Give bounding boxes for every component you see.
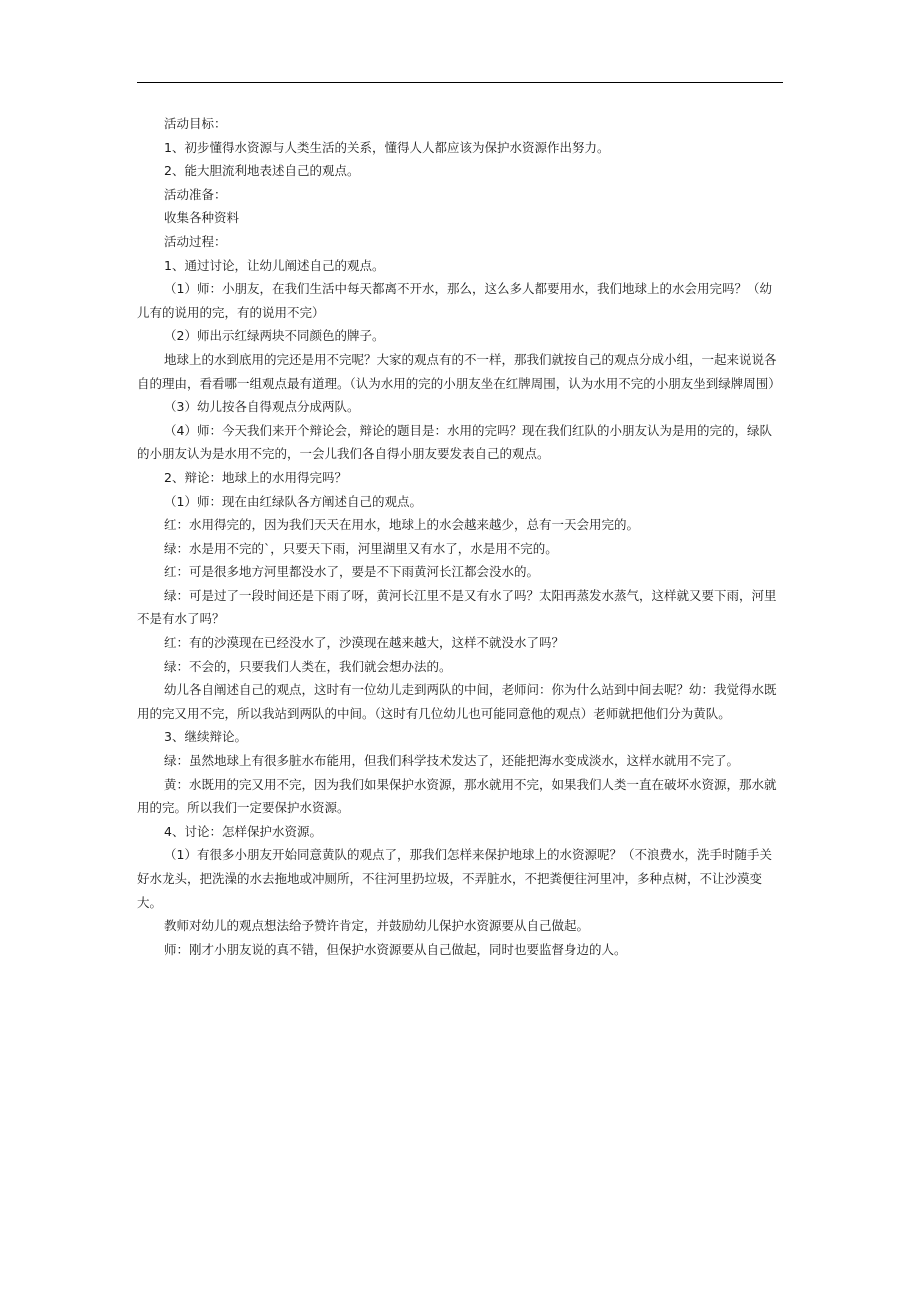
- paragraph: 地球上的水到底用的完还是用不完呢？大家的观点有的不一样，那我们就按自己的观点分成小组，一起来说说各自的理由，看看哪一组观点最有道理。（认为水用的完的小朋友坐在红牌周围，认为水用不完的小朋友坐到绿牌周围）: [137, 351, 781, 391]
- paragraph: （1）师：小朋友，在我们生活中每天都离不开水，那么，这么多人都要用水，我们地球上的水会用完吗？（幼儿有的说用的完，有的说用不完）: [137, 281, 772, 320]
- paragraph: （4）师：今天我们来开个辩论会，辩论的题目是：水用的完吗？现在我们红队的小朋友认为是用的完的，绿队的小朋友认为是水用不完的，一会儿我们各自得小朋友要发表自己的观点。: [137, 422, 772, 462]
- heading-activity-process: 活动过程：: [164, 233, 227, 249]
- debate-line-green: 绿：不会的，只要我们人类在，我们就会想办法的。: [164, 658, 452, 674]
- debate-line-red: 红：有的沙漠现在已经没水了，沙漠现在越来越大，这样不就没水了吗？: [164, 635, 565, 651]
- paragraph: （1）师：现在由红绿队各方阐述自己的观点。: [164, 493, 422, 509]
- preparation-text: 收集各种资料: [164, 210, 240, 226]
- goal-item-2: 2、能大胆流利地表述自己的观点。: [164, 163, 360, 179]
- debate-line-yellow: 黄：水既用的完又用不完，因为我们如果保护水资源，那水就用不完，如果我们人类一直在破坏水资源，那水就用的完。所以我们一定要保护水资源。: [137, 776, 777, 816]
- paragraph: （3）幼儿按各自得观点分成两队。: [164, 399, 360, 415]
- document-body: [137, 112, 783, 961]
- paragraph: 教师对幼儿的观点想法给予赞许肯定，并鼓励幼儿保护水资源要从自己做起。: [164, 918, 590, 934]
- process-step-4: 4、讨论：怎样保护水资源。: [164, 823, 322, 839]
- paragraph: 幼儿各自阐述自己的观点，这时有一位幼儿走到两队的中间，老师问：你为什么站到中间去呢？幼：我觉得水既用的完又用不完，所以我站到两队的中间。（这时有几位幼儿也可能同意他的观点）老师就把他们分为黄队。: [137, 682, 777, 721]
- header-rule: [137, 82, 783, 83]
- process-step-3: 3、继续辩论。: [164, 729, 247, 745]
- goal-item-1: 1、初步懂得水资源与人类生活的关系，懂得人人都应该为保护水资源作出努力。: [164, 139, 610, 155]
- process-step-2: 2、辩论：地球上的水用得完吗？: [164, 469, 347, 485]
- process-step-1: 1、通过讨论，让幼儿阐述自己的观点。: [164, 257, 385, 273]
- heading-activity-preparation: 活动准备：: [164, 186, 227, 202]
- debate-line-red: 红：水用得完的，因为我们天天在用水，地球上的水会越来越少，总有一天会用完的。: [164, 517, 640, 533]
- debate-line-red: 红：可是很多地方河里都没水了，要是不下雨黄河长江都会没水的。: [164, 564, 540, 580]
- debate-line-green: 绿：虽然地球上有很多脏水布能用，但我们科学技术发达了，还能把海水变成淡水，这样水就用不完了。: [164, 753, 740, 769]
- debate-line-green: 绿：水是用不完的`，只要天下雨，河里湖里又有水了，水是用不完的。: [164, 540, 558, 556]
- paragraph: 师：刚才小朋友说的真不错，但保护水资源要从自己做起，同时也要监督身边的人。: [164, 941, 627, 957]
- paragraph: （2）师出示红绿两块不同颜色的牌子。: [164, 328, 385, 344]
- heading-activity-goals: 活动目标：: [164, 116, 227, 131]
- paragraph: （1）有很多小朋友开始同意黄队的观点了，那我们怎样来保护地球上的水资源呢？（不浪费水，洗手时随手关好水龙头，把洗澡的水去拖地或冲厕所，不往河里扔垃圾，不弄脏水，不把粪便往河里冲，多种点树，不让沙漠变大。: [137, 847, 772, 910]
- debate-line-green: 绿：可是过了一段时间还是下雨了呀，黄河长江里不是又有水了吗？太阳再蒸发水蒸气，这样就又要下雨，河里不是有水了吗？: [137, 587, 777, 627]
